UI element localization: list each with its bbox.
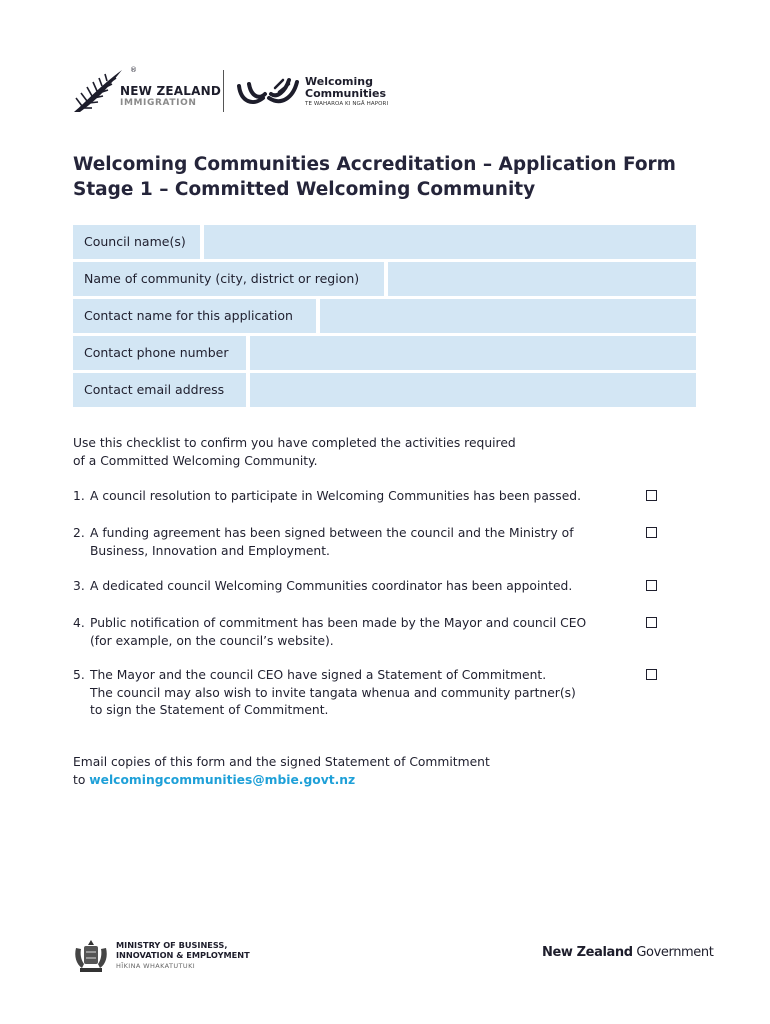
checklist-checkbox-2[interactable] bbox=[646, 527, 657, 538]
checklist-intro bbox=[73, 435, 633, 470]
nz-coat-of-arms-icon bbox=[72, 938, 110, 974]
email-instructions-line2 bbox=[73, 772, 593, 790]
title-line2: Stage 1 – Committed Welcoming Community bbox=[73, 179, 536, 200]
contact-phone-label: Contact phone number bbox=[73, 336, 246, 370]
checklist-item-line: A council resolution to participate in Welcoming Communities has been passed. bbox=[90, 489, 581, 503]
silver-fern-icon bbox=[72, 68, 124, 114]
checklist-item-text bbox=[90, 525, 630, 560]
contact-phone-input[interactable] bbox=[250, 336, 696, 370]
form-row-council-name bbox=[73, 225, 696, 259]
checklist-checkbox-3[interactable] bbox=[646, 580, 657, 591]
contact-name-input[interactable] bbox=[320, 299, 696, 333]
checklist-item-line: Business, Innovation and Employment. bbox=[90, 543, 330, 558]
checklist-item-line: Public notification of commitment has been made by the Mayor and council CEO bbox=[90, 616, 587, 630]
email-prefix: to bbox=[73, 772, 90, 787]
checklist-item-line: (for example, on the council’s website). bbox=[90, 633, 334, 648]
nz-logo-name: NEW ZEALAND bbox=[120, 84, 221, 98]
nz-government-logo bbox=[542, 945, 713, 960]
nzgov-rest: Government bbox=[632, 945, 714, 960]
email-link[interactable]: welcomingcommunities@mbie.govt.nz bbox=[89, 772, 356, 787]
checklist-item-text bbox=[90, 615, 630, 650]
checklist-item-line: A dedicated council Welcoming Communities coordinator has been appointed. bbox=[90, 579, 573, 593]
wc-logo-title-line2: Communities bbox=[305, 87, 387, 100]
checklist-checkbox-4[interactable] bbox=[646, 617, 657, 628]
email-instructions bbox=[73, 754, 593, 789]
checklist-item-text bbox=[90, 488, 630, 506]
checklist-checkbox-1[interactable] bbox=[646, 490, 657, 501]
mbie-name-line1: MINISTRY OF BUSINESS, bbox=[116, 940, 228, 950]
checklist-item-number: 3. bbox=[73, 579, 85, 593]
logo-divider bbox=[223, 70, 224, 112]
form-row-contact-email bbox=[73, 373, 696, 407]
title-line1: Welcoming Communities Accreditation – Application Form bbox=[73, 154, 676, 175]
welcoming-communities-logo bbox=[235, 74, 405, 112]
mbie-name bbox=[116, 940, 250, 960]
checklist-item-number: 5. bbox=[73, 668, 85, 682]
community-name-input[interactable] bbox=[388, 262, 696, 296]
checklist-intro-line1: Use this checklist to confirm you have completed the activities required bbox=[73, 436, 516, 450]
nz-immigration-logo bbox=[72, 68, 232, 116]
checklist-item-text bbox=[90, 578, 630, 596]
mbie-maori-name: HĪKINA WHAKATUTUKI bbox=[116, 962, 196, 970]
registered-mark: ® bbox=[130, 66, 137, 74]
form-row-contact-name bbox=[73, 299, 696, 333]
wc-logo-title-line1: Welcoming bbox=[305, 75, 373, 88]
checklist-item-line: to sign the Statement of Commitment. bbox=[90, 703, 329, 717]
wc-logo-tagline: TE WAHAROA KI NGĀ HAPORI bbox=[305, 101, 389, 107]
nzgov-bold: New Zealand bbox=[542, 945, 633, 960]
checklist-item-text bbox=[90, 667, 630, 720]
checklist-item-number: 4. bbox=[73, 616, 85, 630]
form-row-community-name bbox=[73, 262, 696, 296]
checklist-item-number: 2. bbox=[73, 526, 85, 540]
nz-logo-sub: IMMIGRATION bbox=[120, 98, 197, 108]
welcoming-communities-mark-icon bbox=[235, 76, 301, 110]
checklist-item-number: 1. bbox=[73, 489, 85, 503]
mbie-name-line2: INNOVATION & EMPLOYMENT bbox=[116, 950, 250, 960]
page-title bbox=[73, 152, 713, 202]
checklist-intro-line2: of a Committed Welcoming Community. bbox=[73, 453, 318, 468]
wc-logo-title bbox=[305, 76, 386, 100]
council-name-input[interactable] bbox=[204, 225, 696, 259]
form-row-contact-phone bbox=[73, 336, 696, 370]
council-name-label: Council name(s) bbox=[73, 225, 200, 259]
checklist-item-line: A funding agreement has been signed between the council and the Ministry of bbox=[90, 526, 574, 540]
community-name-label: Name of community (city, district or region) bbox=[73, 262, 384, 296]
checklist-checkbox-5[interactable] bbox=[646, 669, 657, 680]
email-instructions-line1: Email copies of this form and the signed Statement of Commitment bbox=[73, 755, 490, 769]
contact-email-input[interactable] bbox=[250, 373, 696, 407]
checklist-item-line: The council may also wish to invite tangata whenua and community partner(s) bbox=[90, 685, 576, 700]
contact-name-label: Contact name for this application bbox=[73, 299, 316, 333]
contact-email-label: Contact email address bbox=[73, 373, 246, 407]
checklist-item-line: The Mayor and the council CEO have signed a Statement of Commitment. bbox=[90, 668, 547, 682]
